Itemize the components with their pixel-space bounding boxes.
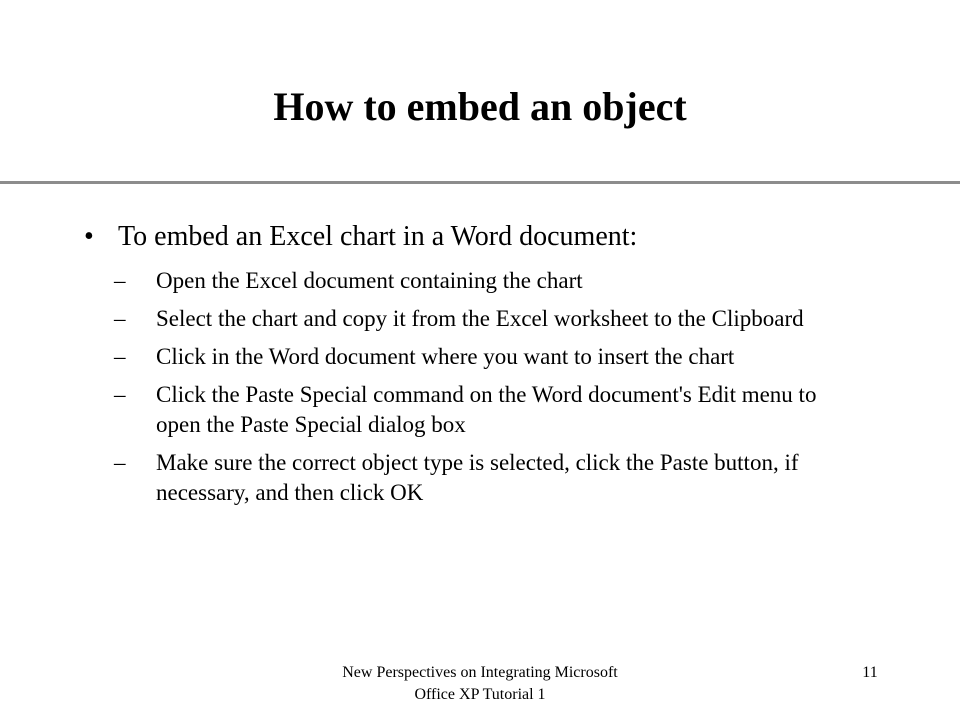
step-text: Click the Paste Special command on the Word document's Edit menu to open the Paste Special dialog box <box>156 382 817 437</box>
footer-text <box>280 662 680 706</box>
step-item <box>114 380 864 440</box>
step-text: Open the Excel document containing the chart <box>156 268 583 293</box>
step-item <box>114 266 864 296</box>
step-text: Select the chart and copy it from the Excel worksheet to the Clipboard <box>156 306 804 331</box>
step-item <box>114 448 864 508</box>
main-bullet <box>84 218 864 256</box>
dash-mark: – <box>114 450 126 475</box>
dash-mark: – <box>114 382 126 407</box>
slide-content <box>84 218 864 516</box>
step-text: Click in the Word document where you want to insert the chart <box>156 344 735 369</box>
page-number: 11 <box>862 664 878 681</box>
footer-line-2: Office XP Tutorial 1 <box>414 686 546 703</box>
step-item <box>114 304 864 334</box>
bullet-mark: • <box>84 221 94 252</box>
title-divider <box>0 181 960 184</box>
dash-mark: – <box>114 306 126 331</box>
step-text: Make sure the correct object type is selected, click the Paste button, if necessary, and then click OK <box>156 450 799 505</box>
dash-mark: – <box>114 268 126 293</box>
footer-line-1: New Perspectives on Integrating Microsoft <box>342 664 618 681</box>
main-bullet-text: To embed an Excel chart in a Word document: <box>118 221 638 252</box>
step-item <box>114 342 864 372</box>
slide-title: How to embed an object <box>273 84 687 129</box>
dash-mark: – <box>114 344 126 369</box>
steps-list <box>84 266 864 508</box>
